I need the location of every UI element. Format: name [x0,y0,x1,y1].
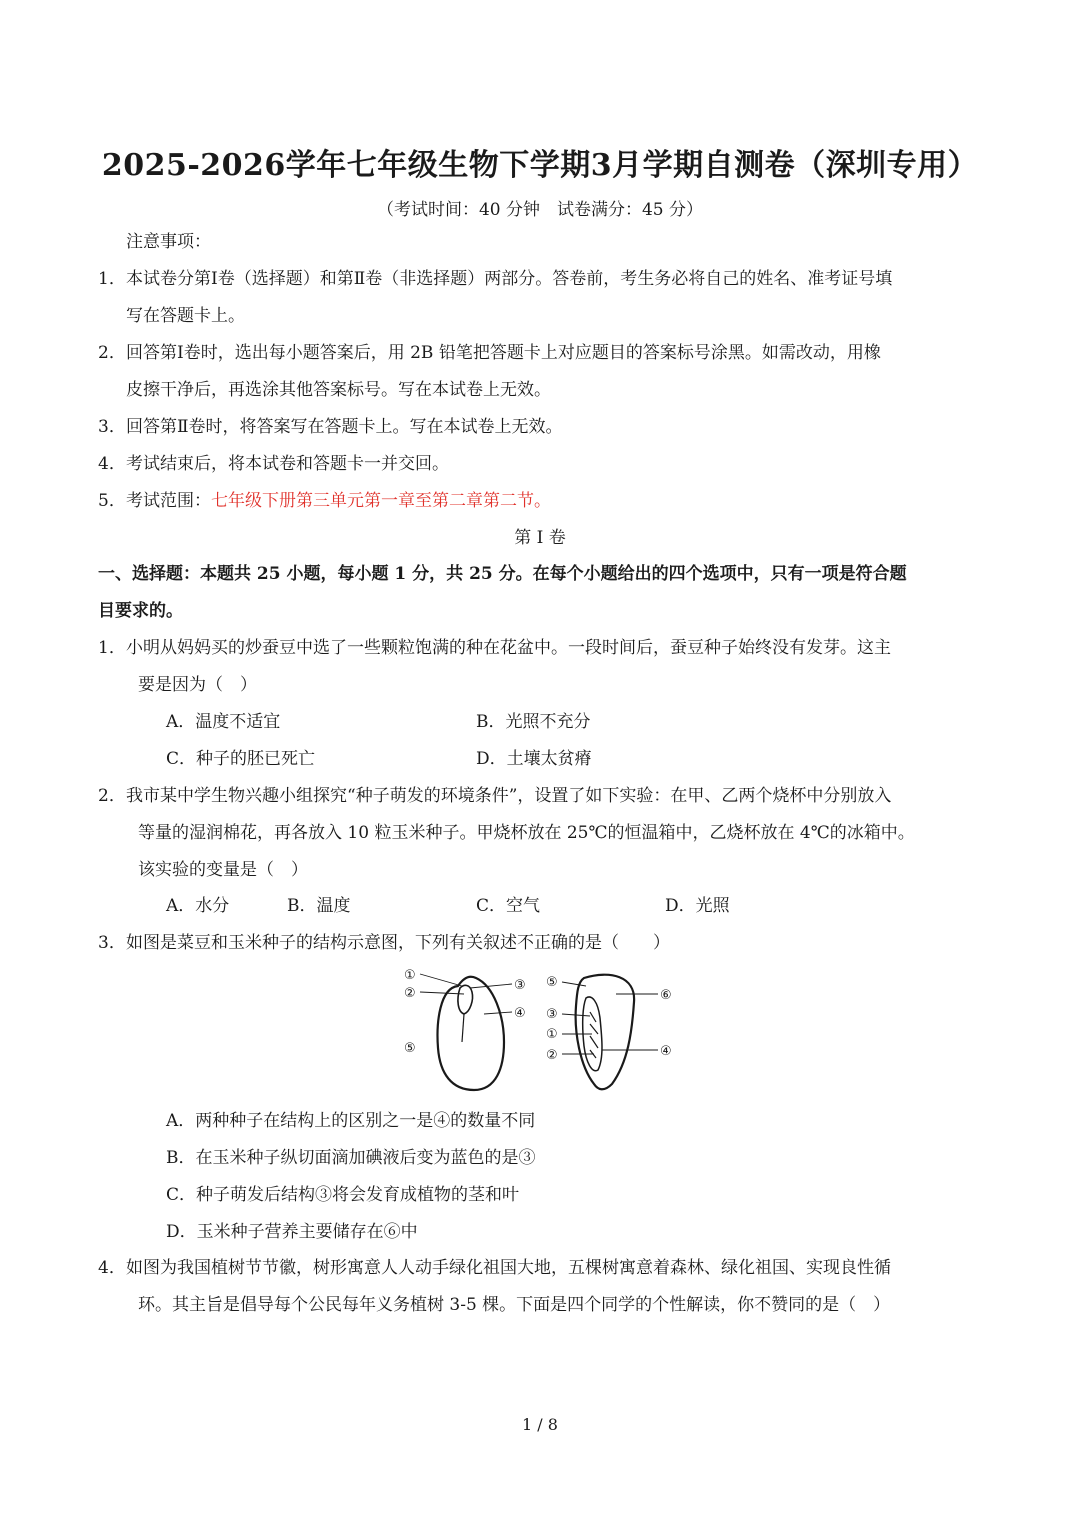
q3-option-d: D．玉米种子营养主要储存在⑥中 [166,1222,418,1242]
seed-structure-figure [400,962,680,1097]
question-4-cont: 环。其主旨是倡导每个公民每年义务植树 3-5 棵。下面是四个同学的个性解读，你不赞同的是（ ） [138,1295,891,1315]
question-1 [98,638,982,658]
note-text: 回答第Ⅰ卷时，选出每小题答案后，用 2B 铅笔把答题卡上对应题目的答案标号涂黑。如需改动，用橡 [126,343,881,363]
q3-option-c: C．种子萌发后结构③将会发育成植物的茎和叶 [166,1185,520,1205]
bean-label-3: ③ [514,978,526,993]
corn-seed-drawing [576,975,634,1090]
q2-option-c: C．空气 [476,896,541,916]
notes-heading: 注意事项： [126,232,211,252]
exam-scope: 七年级下册第三单元第一章至第二章第二节。 [211,491,551,511]
question-number: 2． [98,786,126,806]
note-number: 5． [98,491,126,511]
q1-option-b: B．光照不充分 [476,712,591,732]
q2-option-b: B．温度 [287,896,351,916]
corn-label-5: ⑤ [546,975,558,990]
note-text: 考试范围： [126,491,211,511]
note-number: 2． [98,343,126,363]
question-text: 如图为我国植树节节徽，树形寓意人人动手绿化祖国大地，五棵树寓意着森林、绿化祖国、实现良性循 [126,1258,891,1278]
note-item-2-cont: 皮擦干净后，再选涂其他答案标号。写在本试卷上无效。 [126,380,551,400]
bean-label-2: ② [404,986,416,1001]
q2-option-a: A．水分 [166,896,230,916]
question-text: 小明从妈妈买的炒蚕豆中选了一些颗粒饱满的种在花盆中。一段时间后，蚕豆种子始终没有发芽。这主 [126,638,891,658]
question-3 [98,933,982,953]
question-number: 1． [98,638,126,658]
corn-label-1: ① [546,1027,558,1042]
q3-option-a: A．两种种子在结构上的区别之一是④的数量不同 [166,1111,536,1131]
question-number: 3． [98,933,126,953]
page-title: 2025-2026学年七年级生物下学期3月学期自测卷（深圳专用） [101,148,979,183]
question-2 [98,786,982,806]
note-item-2 [98,343,982,363]
q1-option-d: D．土壤太贫瘠 [476,749,592,769]
volume-heading: 第 Ⅰ 卷 [514,528,566,548]
question-2-cont-2: 该实验的变量是（ ） [138,860,308,880]
note-item-5 [98,491,982,511]
corn-label-6: ⑥ [660,988,672,1003]
note-number: 3． [98,417,126,437]
q1-option-c: C．种子的胚已死亡 [166,749,316,769]
exam-info: （考试时间：40 分钟 试卷满分：45 分） [376,200,704,220]
note-text: 考试结束后，将本试卷和答题卡一并交回。 [126,454,449,474]
bean-label-4: ④ [514,1006,526,1021]
note-item-1 [98,269,982,289]
question-text: 如图是菜豆和玉米种子的结构示意图，下列有关叙述不正确的是（ ） [126,933,670,953]
note-item-4 [98,454,982,474]
page-number: 1 / 8 [522,1415,558,1434]
question-1-cont: 要是因为（ ） [138,675,257,695]
corn-label-2: ② [546,1048,558,1063]
bean-label-5: ⑤ [404,1041,416,1056]
question-2-cont: 等量的湿润棉花，再各放入 10 粒玉米种子。甲烧杯放在 25℃的恒温箱中，乙烧杯放在 4℃的冰箱中。 [138,823,915,843]
note-item-3 [98,417,982,437]
figure-labels [404,968,672,1063]
note-item-1-cont: 写在答题卡上。 [126,306,245,326]
q1-option-a: A．温度不适宜 [166,712,281,732]
section-heading: 一、选择题：本题共 25 小题，每小题 1 分，共 25 分。在每个小题给出的四个选项中，只有一项是符合题 [98,564,907,584]
note-number: 1． [98,269,126,289]
bean-label-1: ① [404,968,416,983]
section-heading-cont: 目要求的。 [98,601,183,621]
q3-option-b: B．在玉米种子纵切面滴加碘液后变为蓝色的是③ [166,1148,536,1168]
corn-label-4: ④ [660,1044,672,1059]
corn-label-3: ③ [546,1007,558,1022]
question-text: 我市某中学生物兴趣小组探究“种子萌发的环境条件”，设置了如下实验：在甲、乙两个烧杯中分别放入 [126,786,892,806]
note-text: 本试卷分第Ⅰ卷（选择题）和第Ⅱ卷（非选择题）两部分。答卷前，考生务必将自己的姓名、准考证号填 [126,269,893,289]
note-text: 回答第Ⅱ卷时，将答案写在答题卡上。写在本试卷上无效。 [126,417,563,437]
question-4 [98,1258,982,1278]
q2-option-d: D．光照 [665,896,730,916]
note-number: 4． [98,454,126,474]
question-number: 4． [98,1258,126,1278]
